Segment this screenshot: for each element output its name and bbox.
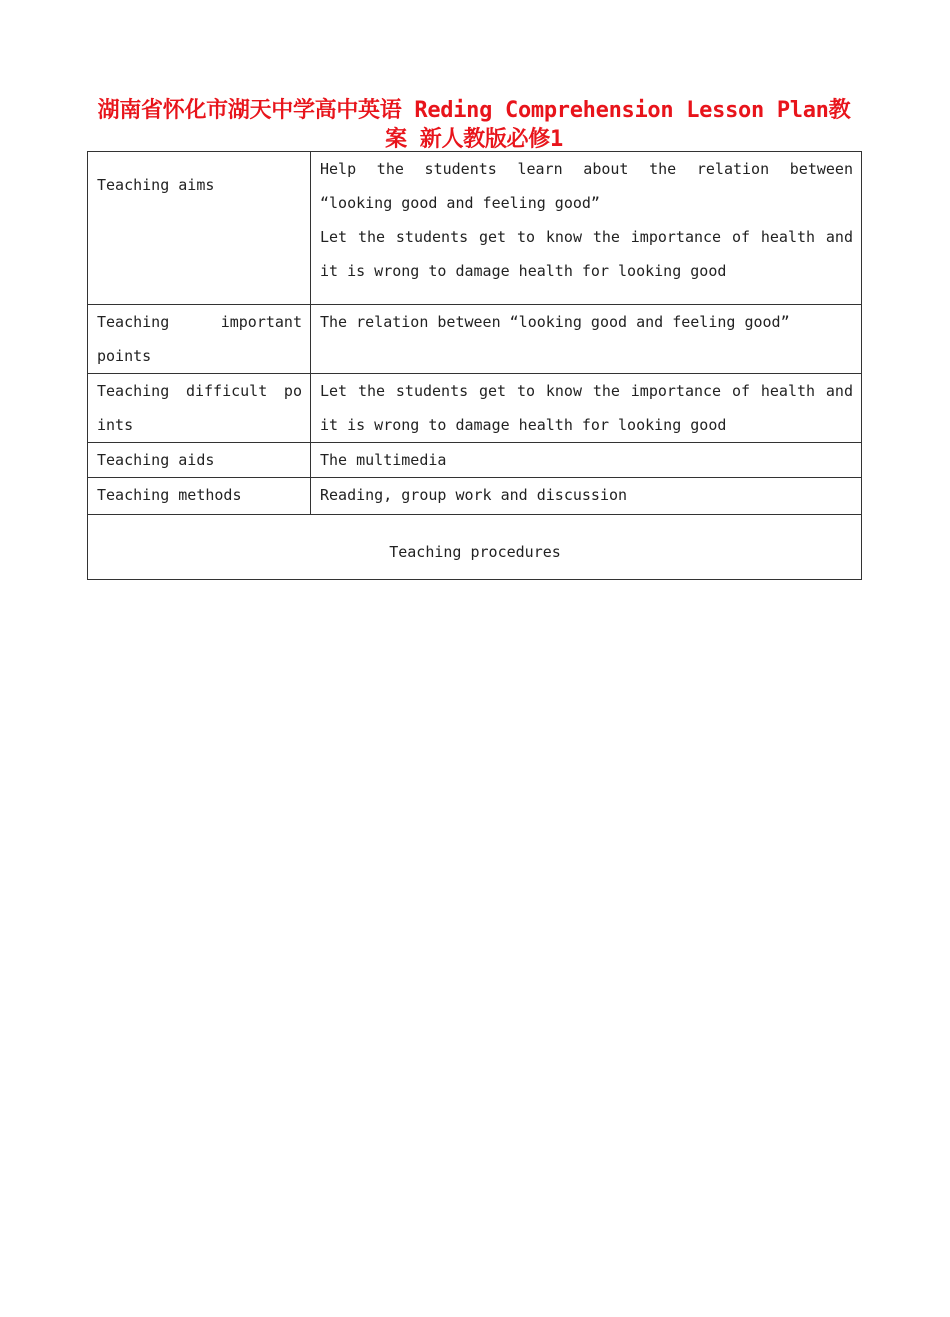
document-title bbox=[88, 96, 860, 154]
value-line: Help the students learn about the relation between bbox=[320, 160, 853, 178]
label-line: ints bbox=[97, 416, 134, 434]
value-line: Let the students get to know the importance of health and bbox=[320, 228, 853, 246]
row-label-teaching-important-points bbox=[88, 305, 311, 374]
table-row bbox=[88, 443, 862, 478]
value-line: it is wrong to damage health for looking good bbox=[320, 262, 727, 280]
value-line: “looking good and feeling good” bbox=[320, 194, 600, 212]
table-row bbox=[88, 374, 862, 443]
lesson-plan-table bbox=[87, 151, 862, 580]
row-value-teaching-aims bbox=[311, 152, 862, 305]
value-line: it is wrong to damage health for looking good bbox=[320, 416, 727, 434]
label-line: points bbox=[97, 347, 152, 365]
value-line: The relation between “looking good and feeling good” bbox=[320, 313, 790, 331]
table-row bbox=[88, 515, 862, 580]
row-label-teaching-aids: Teaching aids bbox=[88, 443, 311, 478]
row-label-teaching-methods: Teaching methods bbox=[88, 478, 311, 515]
value-line: Let the students get to know the importance of health and bbox=[320, 382, 853, 400]
table-row bbox=[88, 152, 862, 305]
document-title-line-2: 案 新人教版必修1 bbox=[385, 127, 563, 152]
row-label-teaching-aims: Teaching aims bbox=[88, 152, 311, 305]
row-value-teaching-aids: The multimedia bbox=[311, 443, 862, 478]
label-line: Teaching difficult po bbox=[97, 382, 302, 400]
table-row bbox=[88, 478, 862, 515]
document-title-line-1: 湖南省怀化市湖天中学高中英语 Reding Comprehension Lesson Plan教 bbox=[97, 98, 851, 123]
table-row bbox=[88, 305, 862, 374]
label-line: Teaching important bbox=[97, 313, 302, 331]
row-value-teaching-methods: Reading, group work and discussion bbox=[311, 478, 862, 515]
row-value-teaching-important-points bbox=[311, 305, 862, 374]
row-label-teaching-difficult-points bbox=[88, 374, 311, 443]
row-value-teaching-difficult-points bbox=[311, 374, 862, 443]
teaching-procedures-heading: Teaching procedures bbox=[88, 515, 862, 580]
